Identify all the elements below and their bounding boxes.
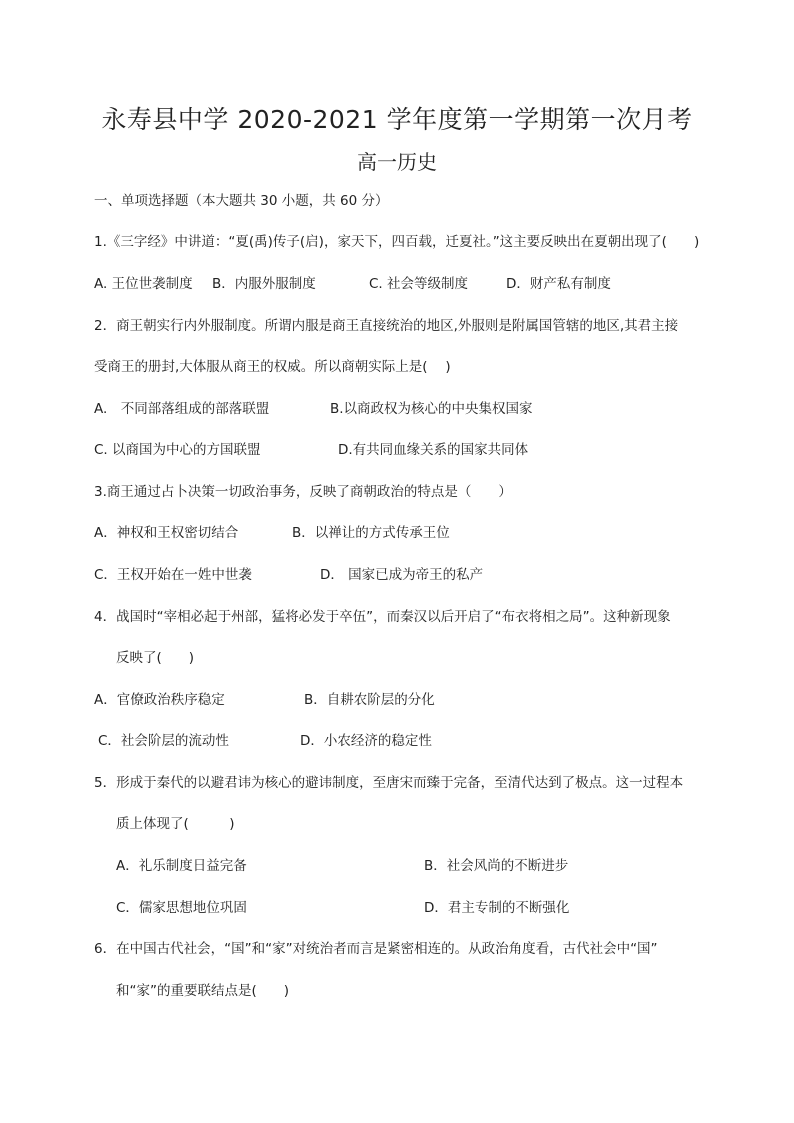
question-2-option-d: D.有共同血缘关系的国家共同体: [338, 442, 529, 458]
question-3-stem: 3.商王通过占卜决策一切政治事务，反映了商朝政治的特点是（ ）: [94, 484, 512, 500]
question-5-option-d: D．君主专制的不断强化: [424, 900, 570, 916]
question-5-option-c: C．儒家思想地位巩固: [116, 900, 247, 916]
question-4-option-d: D．小农经济的稳定性: [300, 733, 432, 749]
question-3-options-row-2: [94, 566, 734, 584]
question-5-options-row-1: [116, 857, 716, 875]
question-4-stem-line-1: 4．战国时“宰相必起于州部，猛将必发于卒伍”，而秦汉以后开启了“布衣将相之局”。这种新现象: [94, 609, 671, 625]
question-5-stem-line-1: 5．形成于秦代的以避君讳为核心的避讳制度，至唐宋而臻于完备，至清代达到了极点。这一过程本: [94, 775, 684, 791]
question-2-options-row-1: [94, 400, 734, 418]
question-5-option-a: A．礼乐制度日益完备: [116, 858, 247, 874]
question-3-option-d: D． 国家已成为帝王的私产: [320, 567, 484, 583]
exam-subtitle: 高一历史: [357, 150, 437, 174]
question-1-option-a: A. 王位世袭制度: [94, 276, 193, 292]
exam-title: 永寿县中学 2020-2021 学年度第一学期第一次月考: [101, 105, 693, 134]
question-6-stem-line-1: 6．在中国古代社会，“国”和“家”对统治者而言是紧密相连的。从政治角度看，古代社会中“国”: [94, 941, 658, 957]
question-2-stem-line-1: 2．商王朝实行内外服制度。所谓内服是商王直接统治的地区,外服则是附属国管辖的地区,其君主接: [94, 318, 679, 334]
question-4-option-c: C．社会阶层的流动性: [98, 733, 229, 749]
question-2-option-a: A. 不同部落组成的部落联盟: [94, 401, 270, 417]
question-3-option-a: A．神权和王权密切结合: [94, 525, 239, 541]
question-2-option-b: B.以商政权为核心的中央集权国家: [330, 401, 533, 417]
question-1-option-d: D．财产私有制度: [506, 276, 611, 292]
question-5-stem-line-2: 质上体现了( ): [116, 816, 235, 832]
question-5-option-b: B．社会风尚的不断进步: [424, 858, 569, 874]
question-2-stem-line-2: 受商王的册封,大体服从商王的权威。所以商朝实际上是( ): [94, 359, 451, 375]
question-4-option-b: B．自耕农阶层的分化: [304, 692, 435, 708]
question-3-option-b: B．以禅让的方式传承王位: [292, 525, 450, 541]
question-6-stem-line-2: 和“家”的重要联结点是( ): [116, 983, 290, 999]
question-1-options: [94, 275, 734, 293]
question-4-options-row-2: [98, 732, 738, 750]
question-2-option-c: C. 以商国为中心的方国联盟: [94, 442, 261, 458]
question-2-options-row-2: [94, 441, 734, 459]
question-5-options-row-2: [116, 899, 716, 917]
question-1-stem: 1.《三字经》中讲道：“夏(禹)传子(启)，家天下，四百载，迁夏社。”这主要反映出在夏朝出现了( ): [94, 234, 700, 250]
question-4-option-a: A．官僚政治秩序稳定: [94, 692, 225, 708]
question-4-options-row-1: [94, 691, 734, 709]
question-1-option-c: C. 社会等级制度: [369, 276, 469, 292]
question-1-option-b: B．内服外服制度: [212, 276, 316, 292]
section-heading: 一、单项选择题（本大题共 30 小题，共 60 分）: [94, 193, 389, 209]
question-3-options-row-1: [94, 524, 734, 542]
question-4-stem-line-2: 反映了( ): [116, 650, 195, 666]
question-3-option-c: C．王权开始在一姓中世袭: [94, 567, 252, 583]
